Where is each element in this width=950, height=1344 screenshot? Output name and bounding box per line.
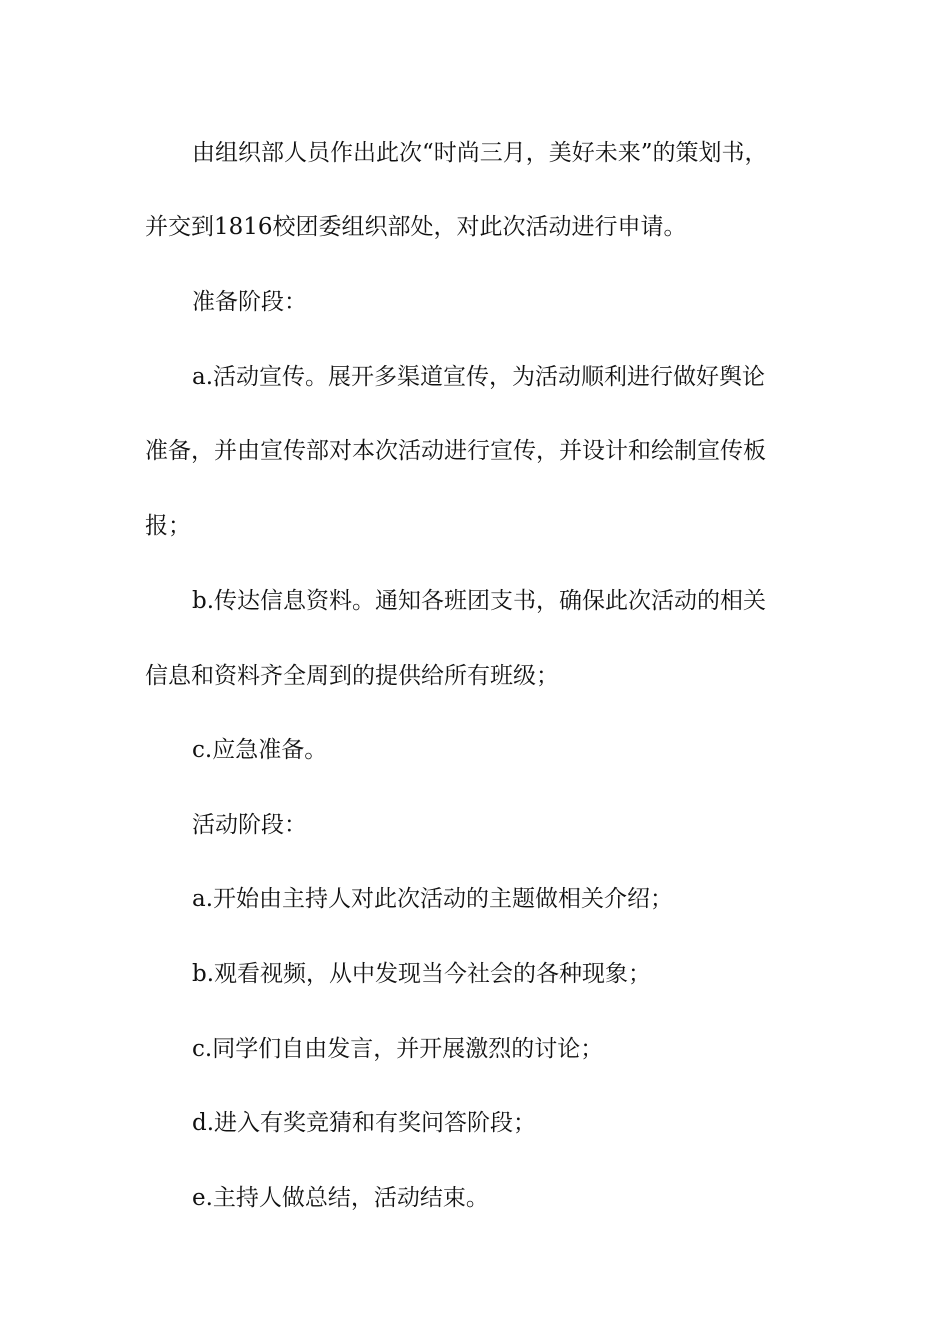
paragraph-line-14: d.进入有奖竞猜和有奖问答阶段； <box>192 1110 537 1136</box>
paragraph-line-11: a.开始由主持人对此次活动的主题做相关介绍； <box>192 886 674 912</box>
section-heading-activity: 活动阶段： <box>192 812 307 838</box>
section-heading-preparation: 准备阶段： <box>192 289 307 315</box>
paragraph-line-5: 准备，并由宣传部对本次活动进行宣传，并设计和绘制宣传板 <box>145 438 766 464</box>
paragraph-line-4: a.活动宣传。展开多渠道宣传，为活动顺利进行做好舆论 <box>192 364 766 390</box>
paragraph-line-7: b.传达信息资料。通知各班团支书，确保此次活动的相关 <box>192 588 767 614</box>
paragraph-line-1: 由组织部人员作出此次“时尚三月，美好未来”的策划书， <box>192 140 768 166</box>
paragraph-line-9: c.应急准备。 <box>192 737 328 763</box>
paragraph-line-12: b.观看视频，从中发现当今社会的各种现象； <box>192 961 652 987</box>
paragraph-line-8: 信息和资料齐全周到的提供给所有班级； <box>145 663 559 689</box>
paragraph-line-2: 并交到1816校团委组织部处，对此次活动进行申请。 <box>145 214 687 240</box>
paragraph-line-6: 报； <box>145 513 191 539</box>
paragraph-line-13: c.同学们自由发言，并开展激烈的讨论； <box>192 1036 604 1062</box>
paragraph-line-15: e.主持人做总结，活动结束。 <box>192 1185 489 1211</box>
